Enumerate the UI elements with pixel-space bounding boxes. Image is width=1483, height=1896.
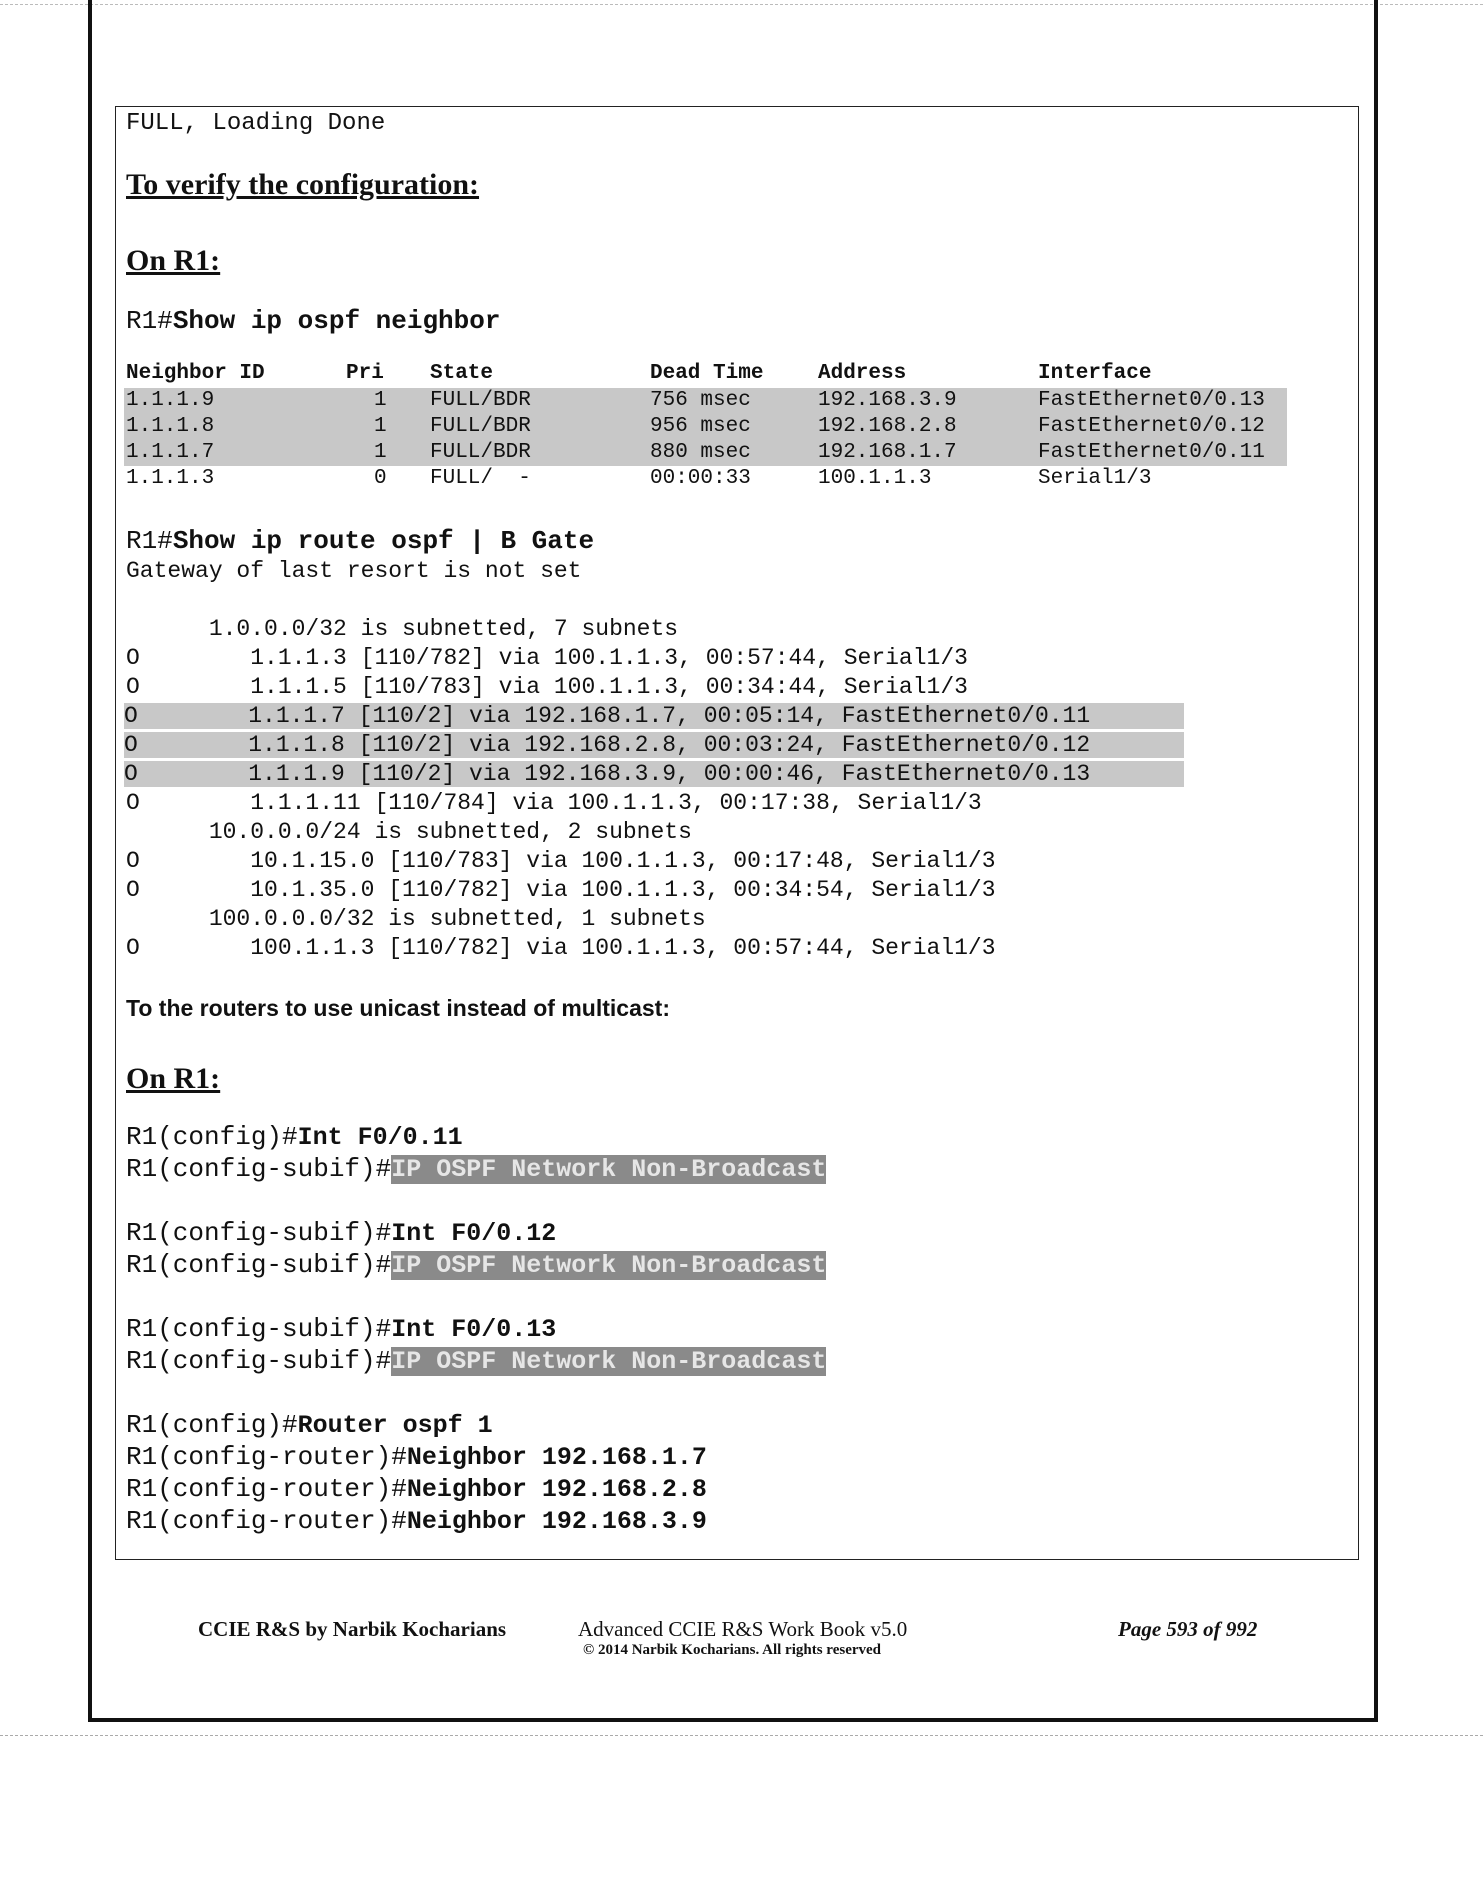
prompt: R1# xyxy=(126,526,173,556)
cell-neighbor-id: 1.1.1.3 xyxy=(126,467,215,490)
prompt: R1(config)# xyxy=(126,1410,298,1440)
cell-dead-time: 956 msec xyxy=(650,415,751,438)
prompt: R1(config-subif)# xyxy=(126,1218,392,1248)
route-line-highlighted: O 1.1.1.7 [110/2] via 192.168.1.7, 00:05:14, FastEthernet0/0.11 xyxy=(124,703,1184,729)
command-text-highlighted: IP OSPF Network Non-Broadcast xyxy=(391,1155,827,1184)
cell-interface: FastEthernet0/0.13 xyxy=(1038,389,1265,412)
command-text: Neighbor 192.168.2.8 xyxy=(406,1475,707,1504)
footer-author: CCIE R&S by Narbik Kocharians xyxy=(198,1617,507,1641)
route-line-highlighted: O 1.1.1.9 [110/2] via 192.168.3.9, 00:00:46, FastEthernet0/0.13 xyxy=(124,761,1184,787)
cell-address: 100.1.1.3 xyxy=(818,467,932,490)
prompt: R1(config-router)# xyxy=(126,1474,407,1504)
prompt: R1(config-router)# xyxy=(126,1442,407,1472)
header-state: State xyxy=(430,362,494,385)
footer-page-number: Page 593 of 992 xyxy=(1118,1617,1258,1641)
cell-state: FULL/BDR xyxy=(430,441,531,464)
cell-dead-time: 00:00:33 xyxy=(650,467,751,490)
cell-pri: 1 xyxy=(374,389,387,412)
route-line: O 10.1.15.0 [110/783] via 100.1.1.3, 00:17:48, Serial1/3 xyxy=(126,848,996,874)
prompt: R1(config-subif)# xyxy=(126,1154,392,1184)
route-line: O 1.1.1.11 [110/784] via 100.1.1.3, 00:17:38, Serial1/3 xyxy=(126,790,982,816)
heading-on-r1-second: On R1: xyxy=(126,1062,221,1095)
config-line xyxy=(126,1506,707,1536)
route-line-highlighted: O 1.1.1.8 [110/2] via 192.168.2.8, 00:03:24, FastEthernet0/0.12 xyxy=(124,732,1184,758)
loading-done-line: FULL, Loading Done xyxy=(126,110,386,137)
cell-interface: Serial1/3 xyxy=(1038,467,1152,490)
command-text-highlighted: IP OSPF Network Non-Broadcast xyxy=(391,1347,827,1376)
scan-bottom-edge xyxy=(0,1735,1483,1736)
cell-interface: FastEthernet0/0.11 xyxy=(1038,441,1265,464)
header-dead-time: Dead Time xyxy=(650,362,764,385)
cell-pri: 0 xyxy=(374,467,387,490)
header-neighbor-id: Neighbor ID xyxy=(126,362,265,385)
prompt: R1(config-subif)# xyxy=(126,1346,392,1376)
cell-address: 192.168.1.7 xyxy=(818,441,957,464)
command-text: Int F0/0.11 xyxy=(297,1123,463,1152)
table-row xyxy=(124,440,1287,466)
show-ip-route-command xyxy=(126,526,594,556)
cell-state: FULL/BDR xyxy=(430,389,531,412)
header-address: Address xyxy=(818,362,907,385)
command-text: Int F0/0.13 xyxy=(391,1315,557,1344)
cell-dead-time: 756 msec xyxy=(650,389,751,412)
prompt: R1(config-subif)# xyxy=(126,1250,392,1280)
config-line xyxy=(126,1442,707,1472)
route-line: Gateway of last resort is not set xyxy=(126,558,582,584)
heading-on-r1-first: On R1: xyxy=(126,244,221,277)
show-ospf-neighbor-command xyxy=(126,306,500,336)
cell-neighbor-id: 1.1.1.9 xyxy=(126,389,215,412)
cell-address: 192.168.3.9 xyxy=(818,389,957,412)
footer-copyright: © 2014 Narbik Kocharians. All rights reserved xyxy=(583,1642,882,1658)
route-line: 100.0.0.0/32 is subnetted, 1 subnets xyxy=(126,906,706,932)
cell-address: 192.168.2.8 xyxy=(818,415,957,438)
header-interface: Interface xyxy=(1038,362,1152,385)
route-line: O 1.1.1.3 [110/782] via 100.1.1.3, 00:57:44, Serial1/3 xyxy=(126,645,968,671)
prompt: R1# xyxy=(126,306,173,336)
table-row xyxy=(124,414,1287,440)
config-line xyxy=(126,1122,463,1152)
footer-book-title: Advanced CCIE R&S Work Book v5.0 xyxy=(578,1617,908,1641)
command-text: Neighbor 192.168.1.7 xyxy=(406,1443,707,1472)
config-line xyxy=(126,1154,826,1184)
route-line: 1.0.0.0/32 is subnetted, 7 subnets xyxy=(126,616,679,642)
command-text: Neighbor 192.168.3.9 xyxy=(406,1507,707,1536)
command-text-highlighted: IP OSPF Network Non-Broadcast xyxy=(391,1251,827,1280)
cell-pri: 1 xyxy=(374,441,387,464)
command-text: Show ip ospf neighbor xyxy=(172,306,501,336)
cell-neighbor-id: 1.1.1.7 xyxy=(126,441,215,464)
cell-pri: 1 xyxy=(374,415,387,438)
command-text: Int F0/0.12 xyxy=(391,1219,557,1248)
route-line: 10.0.0.0/24 is subnetted, 2 subnets xyxy=(126,819,692,845)
unicast-note: To the routers to use unicast instead of multicast: xyxy=(126,995,670,1021)
prompt: R1(config-subif)# xyxy=(126,1314,392,1344)
config-line xyxy=(126,1410,493,1440)
header-pri: Pri xyxy=(346,362,384,385)
route-line: O 10.1.35.0 [110/782] via 100.1.1.3, 00:34:54, Serial1/3 xyxy=(126,877,996,903)
route-line: O 100.1.1.3 [110/782] via 100.1.1.3, 00:57:44, Serial1/3 xyxy=(126,935,996,961)
cell-state: FULL/BDR xyxy=(430,415,531,438)
cell-state: FULL/ - xyxy=(430,467,531,490)
route-line: O 1.1.1.5 [110/783] via 100.1.1.3, 00:34:44, Serial1/3 xyxy=(126,674,968,700)
command-text: Router ospf 1 xyxy=(297,1411,493,1440)
config-line xyxy=(126,1346,826,1376)
table-row xyxy=(124,466,1287,492)
command-text: Show ip route ospf | B Gate xyxy=(172,526,595,556)
config-line xyxy=(126,1250,826,1280)
cell-neighbor-id: 1.1.1.8 xyxy=(126,415,215,438)
table-row xyxy=(124,388,1287,414)
cell-interface: FastEthernet0/0.12 xyxy=(1038,415,1265,438)
config-line xyxy=(126,1474,707,1504)
config-line xyxy=(126,1218,556,1248)
heading-verify: To verify the configuration: xyxy=(126,168,480,201)
prompt: R1(config)# xyxy=(126,1122,298,1152)
config-line xyxy=(126,1314,556,1344)
neighbor-table-header xyxy=(126,362,1286,386)
cell-dead-time: 880 msec xyxy=(650,441,751,464)
prompt: R1(config-router)# xyxy=(126,1506,407,1536)
